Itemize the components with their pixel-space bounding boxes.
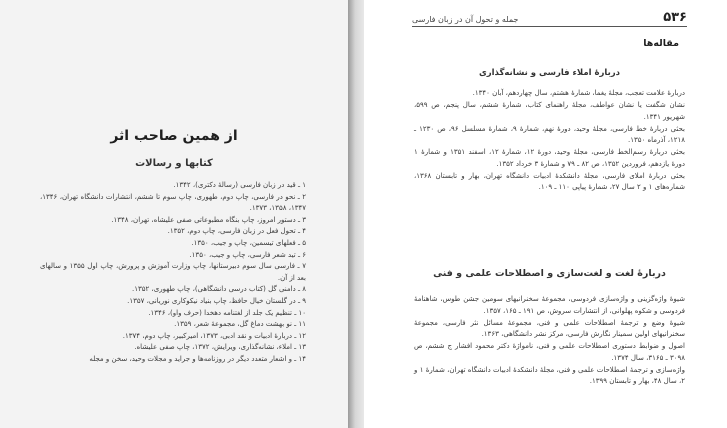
spelling-articles <box>414 88 685 194</box>
publication-item: ۱۰ ـ تنظیم یک جلد از لغتنامه دهخدا (حرف واو)، ۱۳۴۶. <box>148 308 306 317</box>
subsection-title-terminology: دربارهٔ لغت و لغت‌سازی و اصطلاحات علمی و فنی <box>433 268 666 279</box>
book-gutter <box>348 0 364 428</box>
page-number: ۵۳۶ <box>663 10 687 25</box>
terminology-articles <box>414 294 685 388</box>
left-page-heading: از همین صاحب اثر <box>110 128 238 144</box>
spelling-article-entry: بحثی دربارهٔ املای فارسی، مجلهٔ دانشکدهٔ ادبیات دانشگاه تهران، بهار و تابستان ۱۳۶۸، شماره‌های ۱ و ۲ سال ۲۷، شمارهٔ پیاپی ۱۱۰ ـ ۱۰۹. <box>414 171 685 191</box>
spelling-article-entry: دربارهٔ علامت تعجب، مجلهٔ یغما، شمارهٔ هشتم، سال چهاردهم، آبان ۱۳۴۰. <box>472 89 685 97</box>
running-header <box>412 8 687 27</box>
publications-list <box>40 180 306 366</box>
subsection-title-spelling: دربارهٔ املاء فارسی و نشانه‌گذاری <box>478 68 621 78</box>
publication-item: ۱۱ ـ نو بهشت دماغ گل، مجموعهٔ شعر، ۱۳۵۹. <box>174 320 306 329</box>
publication-item: ۱ ـ قید در زبان فارسی (رسالهٔ دکتری)، ۱۳۴۲. <box>173 181 306 189</box>
section-title: مقاله‌ها <box>643 38 679 49</box>
publication-item: ۱۳ ـ املاء، نشانه‌گذاری، ویرایش، ۱۳۷۲، چاپ صفی علیشاه. <box>134 343 306 352</box>
publication-item: ۶ ـ تید شعر فارسی، چاپ و جیب، ۱۳۵۰. <box>189 250 306 259</box>
publication-item: ۱۴ ـ و اشعار متعدد دیگر در روزنامه‌ها و جراید و مجلات وحید، سخن و مجله <box>89 354 306 363</box>
publication-item: ۲ ـ نحو در فارسی، چاپ دوم، طهوری، چاپ سوم تا ششم، انتشارات دانشگاه تهران، ۱۳۴۶، ۱۳۴۷، ۱۳۵۸، ۱۳۷۳. <box>40 192 306 213</box>
terminology-article-entry: واژه‌سازی و ترجمهٔ اصطلاحات علمی و فنی، مجلهٔ دانشکدهٔ ادبیات دانشگاه تهران، شمارهٔ ۱ و ۲، سال ۴۸، بهار و تابستان ۱۳۹۹. <box>414 365 686 385</box>
publication-item: ۳ ـ دستور امروز، چاپ بنگاه مطبوعاتی صفی علیشاه، تهران، ۱۳۴۸. <box>111 215 306 224</box>
publication-item: ۵ ـ فعلهای تیسمین، چاپ و جیب، ۱۳۵۰. <box>191 238 306 247</box>
publication-item: ۴ ـ تحول فعل در زبان فارسی، چاپ دوم، ۱۳۵۲. <box>167 227 306 236</box>
terminology-article-entry: اصول و ضوابط دستوری اصطلاحات علمی و فنی، نامواژهٔ دکتر محمود افشار ج ششم، ص ۳۰۹۸ ـ ۳۱۶۵، سال ۱۳۷۴. <box>414 342 685 362</box>
right-page <box>364 0 727 428</box>
publication-item: ۹ ـ در گلستان خیال حافظ، چاپ بنیاد نیکوکاری نوریانی، ۱۳۵۷. <box>127 296 306 305</box>
left-page <box>0 0 348 428</box>
running-title: جمله و تحول آن در زبان فارسی <box>412 15 519 24</box>
spelling-article-entry: نشان شگفت یا نشان عواطف، مجلهٔ راهنمای کتاب، شمارهٔ ششم، سال پنجم، ص ۵۹۹، شهریور ۱۳۴۱. <box>414 101 685 121</box>
spelling-article-entry: بحثی دربارهٔ رسم‌الخط فارسی، مجلهٔ وحید، دورهٔ ۱۲، شمارهٔ ۱۲، اسفند ۱۳۵۱ و شمارهٔ ۱ دورهٔ یازدهم، فروردین ۱۳۵۲، ص ۸۲ ـ ۷۹ و شمارهٔ ۳ خرداد ۱۳۵۲. <box>414 148 686 168</box>
publication-item: ۸ ـ دامنی گل (کتاب درسی دانشگاهی)، چاپ طهوری، ۱۳۵۲. <box>132 285 306 294</box>
publication-item: ۷ ـ فارسی سال سوم دبیرستانها، چاپ وزارت آموزش و پرورش، چاپ اول ۱۳۵۵ و سالهای بعد از آن. <box>40 262 306 282</box>
terminology-article-entry: شیوهٔ وضع و ترجمهٔ اصطلاحات علمی و فنی، مجموعهٔ مسائل نثر فارسی، مجموعهٔ سخنرانیهای اولین سمینار نگارش فارسی، مرکز نشر دانشگاهی، ۱۳۶۳. <box>414 318 685 338</box>
spelling-article-entry: بحثی دربارهٔ خط فارسی، مجلهٔ وحید، دورهٔ نهم، شمارهٔ ۹، شمارهٔ مسلسل ۹۶، ص ۱۲۳۰ ـ ۱۲۱۸، آذرماه ۱۳۵۰. <box>414 124 685 144</box>
publication-item: ۱۲ ـ دربارهٔ ادبیات و نقد ادبی، ۱۳۷۳، امیرکبیر، چاپ دوم، ۱۳۷۴. <box>122 331 306 340</box>
terminology-article-entry: شیوهٔ واژه‌گزینی و واژه‌سازی فردوسی، مجموعهٔ سخنرانیهای سومین جشن طوس، شاهنامهٔ فردوسی و شکوه پهلوانی، از انتشارات سروش، ص ۱۹۱ ـ ۱۶۵، ۱۳۵۷. <box>414 295 685 315</box>
left-page-subheading: کتابها و رسالات <box>135 158 213 169</box>
